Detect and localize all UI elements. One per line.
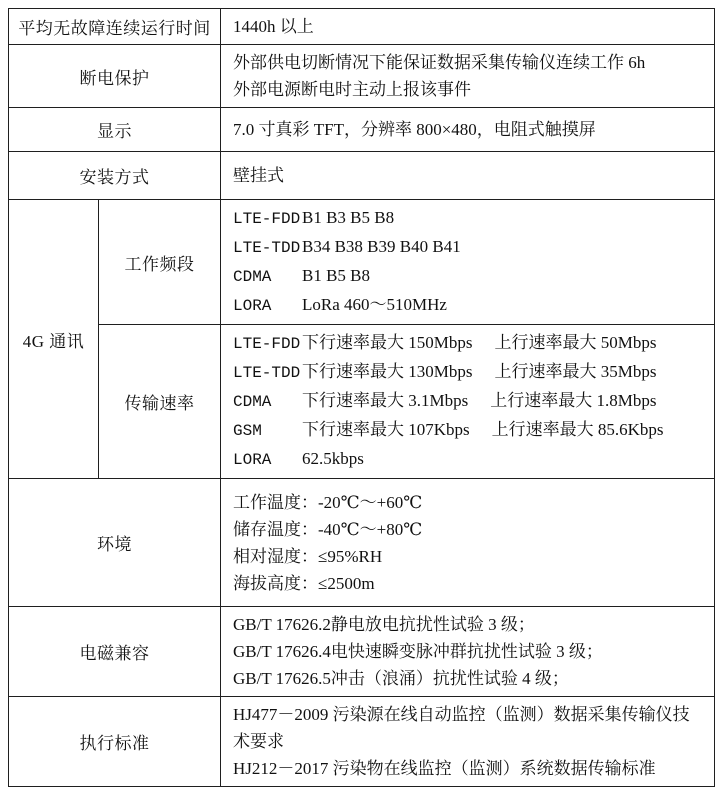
row-label-4g: 4G 通讯 — [9, 200, 99, 479]
row-value — [221, 45, 715, 108]
protocol-detail: LoRa 460～510MHz — [302, 295, 447, 314]
row-label: 电磁兼容 — [9, 607, 221, 697]
protocol-name: LORA — [233, 297, 272, 315]
table-row-mtbf — [9, 9, 715, 45]
value-line — [233, 291, 700, 320]
row-value — [221, 479, 715, 607]
table-row-environment — [9, 479, 715, 607]
row-label: 环境 — [9, 479, 221, 607]
downlink-speed: 下行速率最大 3.1Mbps — [302, 391, 469, 410]
row-label: 断电保护 — [9, 45, 221, 108]
value-line: 海拔高度：≤2500m — [233, 573, 375, 593]
downlink-speed: 下行速率最大 130Mbps — [302, 362, 473, 381]
value-line: GB/T 17626.2静电放电抗扰性试验 3 级； — [233, 615, 535, 634]
value-line — [233, 445, 700, 474]
table-row-4g-bands — [9, 200, 715, 325]
uplink-speed: 上行速率最大 85.6Kbps — [491, 420, 664, 439]
value-line — [233, 262, 700, 291]
value-line: GB/T 17626.4电快速瞬变脉冲群抗扰性试验 3 级； — [233, 642, 603, 661]
value-line: 7.0 寸真彩 TFT，分辨率 800×480，电阻式触摸屏 — [233, 120, 596, 139]
uplink-speed: 上行速率最大 50Mbps — [494, 333, 657, 352]
protocol-detail: B1 B5 B8 — [302, 266, 371, 285]
row-label: 执行标准 — [9, 697, 221, 787]
downlink-speed: 下行速率最大 150Mbps — [302, 333, 473, 352]
value-line — [233, 329, 700, 358]
value-line: 壁挂式 — [233, 166, 284, 185]
row-value — [221, 325, 715, 479]
protocol-detail: 62.5kbps — [302, 449, 364, 468]
spec-table — [8, 8, 715, 787]
value-line: 外部电源断电时主动上报该事件 — [233, 80, 471, 99]
value-line: GB/T 17626.5冲击（浪涌）抗扰性试验 4 级； — [233, 669, 569, 688]
uplink-speed: 上行速率最大 1.8Mbps — [490, 391, 657, 410]
value-line — [233, 416, 700, 445]
value-line: HJ477－2009 污染源在线自动监控（监测）数据采集传输仪技术要求 — [233, 705, 690, 751]
downlink-speed: 下行速率最大 107Kbps — [302, 420, 470, 439]
value-line — [233, 358, 700, 387]
row-value — [221, 200, 715, 325]
table-row-power-failure — [9, 45, 715, 108]
value-line: 1440h 以上 — [233, 17, 314, 36]
subrow-label: 传输速率 — [99, 325, 221, 479]
table-row-emc — [9, 607, 715, 697]
value-line — [233, 233, 700, 262]
row-value — [221, 152, 715, 200]
row-label: 安装方式 — [9, 152, 221, 200]
value-line: 外部供电切断情况下能保证数据采集传输仪连续工作 6h — [233, 53, 646, 72]
row-value — [221, 697, 715, 787]
row-label: 平均无故障连续运行时间 — [9, 9, 221, 45]
value-line: 储存温度：-40℃～+80℃ — [233, 519, 423, 539]
table-row-standards — [9, 697, 715, 787]
protocol-detail: B1 B3 B5 B8 — [302, 208, 395, 227]
value-line — [233, 204, 700, 233]
row-value — [221, 9, 715, 45]
protocol-name: GSM — [233, 422, 262, 440]
protocol-name: LTE-TDD — [233, 239, 301, 257]
table-row-mounting — [9, 152, 715, 200]
row-value — [221, 607, 715, 697]
protocol-detail: B34 B38 B39 B40 B41 — [302, 237, 461, 256]
protocol-name: LORA — [233, 451, 272, 469]
uplink-speed: 上行速率最大 35Mbps — [494, 362, 657, 381]
protocol-name: CDMA — [233, 393, 272, 411]
value-line: 相对湿度：≤95%RH — [233, 546, 383, 566]
value-line: 工作温度：-20℃～+60℃ — [233, 492, 423, 512]
protocol-name: CDMA — [233, 268, 272, 286]
value-line — [233, 387, 700, 416]
protocol-name: LTE-FDD — [233, 335, 301, 353]
subrow-label: 工作频段 — [99, 200, 221, 325]
row-value — [221, 108, 715, 152]
protocol-name: LTE-FDD — [233, 210, 301, 228]
row-label: 显示 — [9, 108, 221, 152]
protocol-name: LTE-TDD — [233, 364, 301, 382]
table-row-4g-speed — [9, 325, 715, 479]
value-line: HJ212－2017 污染物在线监控（监测）系统数据传输标准 — [233, 759, 656, 778]
table-row-display — [9, 108, 715, 152]
